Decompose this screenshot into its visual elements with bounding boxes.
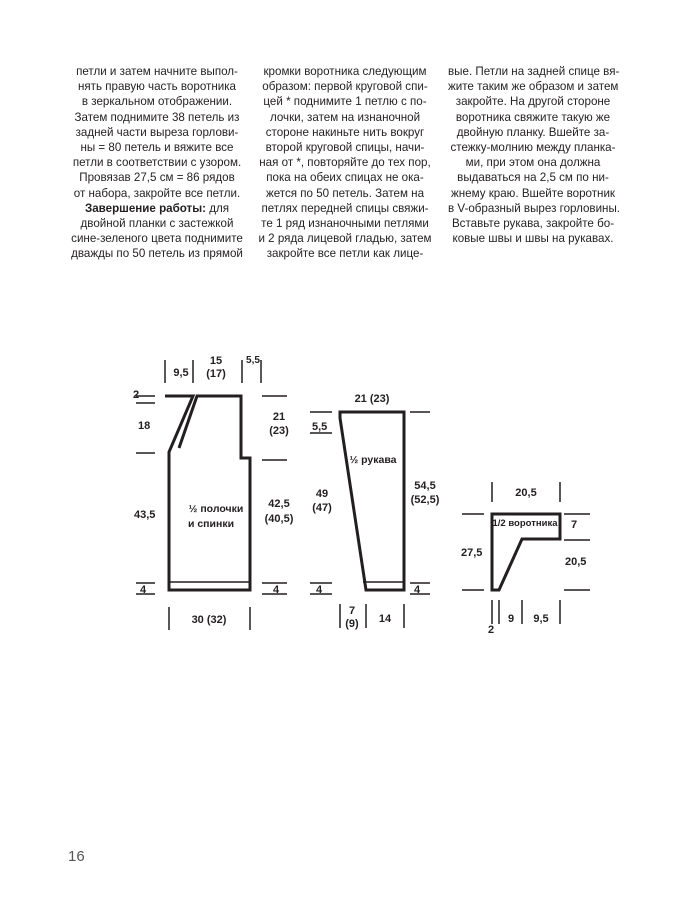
collar-label: 1/2 воротника [492, 518, 558, 529]
col2-line: цей * поднимите 1 петлю с по- [263, 95, 427, 109]
col2-line: образом: первой круговой спи- [262, 80, 428, 94]
body-label-1: ½ полочки [188, 503, 244, 515]
sleeve-bottom-b: 14 [378, 613, 392, 625]
col2-line: кромки воротника следующим [263, 65, 427, 78]
sleeve-right-a: 54,5 [414, 480, 436, 492]
col1b-line: дважды по 50 петель из прямой [71, 247, 243, 261]
collar-top: 20,5 [515, 487, 537, 499]
body-right-b: 42,5 [268, 498, 290, 510]
col2-line: закройте все петли как лице- [266, 247, 424, 261]
body-top-b: 15 [209, 355, 223, 367]
sleeve-label: ½ рукава [349, 454, 397, 466]
col2-line: стороне накиньте нить вокруг [265, 125, 425, 139]
sleeve-left-c: 4 [316, 584, 323, 596]
collar-right-b: 20,5 [565, 556, 587, 568]
sleeve-right-b: 4 [414, 584, 421, 596]
col3-line: ми, при этом она должна [465, 156, 601, 170]
body-left-d: 4 [140, 584, 147, 596]
col2-line: и 2 ряда лицевой гладью, затем [258, 232, 432, 246]
col3-line: закройте. На другой стороне [455, 95, 611, 109]
col3-line: двойную планку. Вшейте за- [456, 125, 610, 139]
col1b-line: сине-зеленого цвета поднимите [71, 232, 243, 246]
sleeve-left-b2: (47) [312, 502, 332, 514]
body-outline [165, 396, 250, 590]
col2-line: те 1 ряд изнаночными петлями [261, 217, 429, 231]
col1-line: Провязав 27,5 см = 86 рядов [79, 171, 235, 185]
sleeve-outline [340, 412, 404, 590]
body-bottom: 30 (32) [191, 614, 227, 626]
col1-line: ны = 80 петель и вяжите все [80, 141, 234, 155]
col2-line: второй круговой спицы, начи- [265, 141, 425, 155]
finishing-heading: Завершение работы: [84, 201, 207, 215]
col3-line: ковые швы и швы на рукавах. [452, 232, 614, 246]
collar-bottom-b: 9 [507, 613, 515, 625]
body-right-b2: (40,5) [264, 513, 294, 525]
body-top-b2: (17) [206, 368, 226, 380]
body-top-c: 5,5 [246, 355, 260, 366]
col2-line: ная от *, повторяйте до тех пор, [259, 156, 431, 170]
collar-left: 27,5 [461, 547, 483, 559]
col2-line: петлях передней спицы свяжи- [261, 201, 429, 215]
body-top-a: 9,5 [173, 367, 189, 379]
col1-line: задней части выреза горлови- [75, 125, 239, 139]
sleeve-top: 21 (23) [354, 393, 390, 405]
col3-line: воротника свяжите такую же [455, 110, 611, 124]
col2-line: лочки, затем на изнаночной [269, 110, 421, 124]
body-left-a: 2 [133, 389, 140, 401]
body-right-a: 21 [272, 411, 286, 423]
sleeve-right-a2: (52,5) [410, 494, 440, 506]
col1b-line: двойной планки с застежкой [80, 217, 234, 231]
finishing-heading-tail: для [206, 201, 230, 215]
col3-line: жнему краю. Вшейте воротник [450, 186, 616, 200]
col1-line: Затем поднимите 38 петель из [74, 110, 240, 124]
page-number: 16 [68, 848, 85, 865]
body-right-c: 4 [273, 584, 280, 596]
col2-line: жется по 50 петель. Затем на [265, 186, 425, 200]
col3-line: в V-образный вырез горловины. [448, 201, 621, 215]
col2-line: пока на обеих спицах не ока- [266, 171, 424, 185]
col1-line: от набора, закройте все петли. [73, 186, 241, 200]
collar-bottom-a: 2 [488, 624, 495, 636]
col1-line: петли в соответствии с узором. [72, 156, 242, 170]
col1-line: нять правую часть воротника [78, 80, 236, 94]
collar-bottom-c: 9,5 [533, 613, 549, 625]
body-left-c: 43,5 [134, 509, 156, 521]
col1-line: петли и затем начните выпол- [76, 65, 238, 78]
collar-right-a: 7 [571, 519, 578, 531]
col3-line: стежку-молнию между планка- [450, 141, 616, 155]
body-left-b: 18 [138, 420, 151, 432]
col3-line: Вставьте рукава, закройте бо- [451, 217, 615, 231]
col1-line: в зеркальном отображении. [81, 95, 233, 109]
body-right-a2: (23) [269, 425, 289, 437]
body-label-2: и спинки [187, 518, 235, 530]
sleeve-left-b: 49 [315, 488, 329, 500]
sleeve-bottom-a: 7 [348, 605, 356, 617]
sleeve-bottom-a2: (9) [345, 618, 359, 630]
sleeve-left-a: 5,5 [312, 421, 328, 433]
col3-line: жите таким же образом и затем [448, 80, 619, 94]
col3-line: вые. Петли на задней спице вя- [448, 65, 620, 78]
col3-line: выдаваться на 2,5 см по ни- [457, 171, 609, 185]
